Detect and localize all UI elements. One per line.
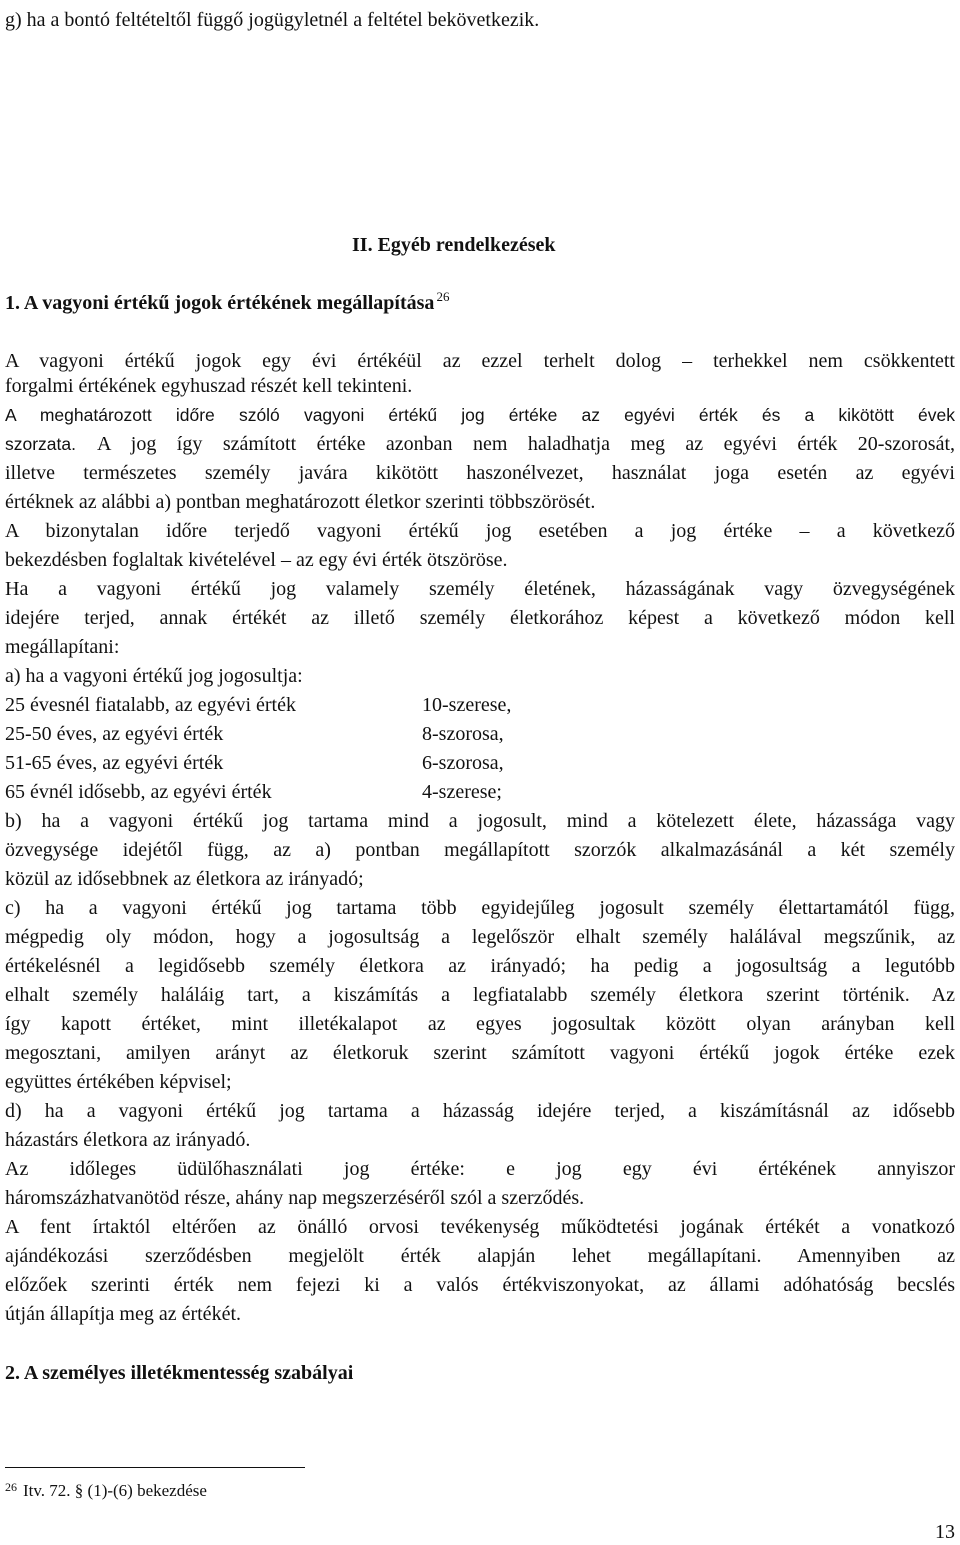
paragraph-line: d) ha a vagyoni értékű jog tartama a házasság idejére terjed, a kiszámításnál az idősebb	[5, 1100, 955, 1122]
section-2-heading: 2. A személyes illetékmentesség szabályai	[5, 1362, 354, 1384]
table-row	[5, 751, 504, 775]
chapter-title: II. Egyéb rendelkezések	[352, 234, 556, 256]
paragraph-line: házastárs életkora az irányadó.	[5, 1129, 251, 1151]
multiplier-cell: 10-szerese,	[422, 694, 512, 716]
paragraph-line: c) ha a vagyoni értékű jog tartama több egyidejűleg jogosult személy élettartamától függ,	[5, 897, 955, 919]
multiplier-cell: 4-szerese;	[422, 781, 502, 803]
age-cell: 25-50 éves, az egyévi érték	[5, 723, 224, 745]
section-1-heading	[5, 291, 449, 315]
paragraph-line: együttes értékében képvisel;	[5, 1071, 232, 1093]
paragraph-line: A vagyoni értékű jogok egy évi értékéül az ezzel terhelt dolog – terhekkel nem csökkentett	[5, 350, 955, 372]
paragraph-line: A bizonytalan időre terjedő vagyoni értékű jog esetében a jog értéke – a következő	[5, 520, 955, 542]
paragraph-line: megállapítani:	[5, 636, 120, 658]
paragraph-line-start: szorzata.	[5, 434, 76, 454]
multiplier-cell: 8-szorosa,	[422, 723, 504, 745]
paragraph-line: megosztani, amilyen arányt az életkoruk szerint számított vagyoni értékű jogok értéke ezek	[5, 1042, 955, 1064]
table-row	[5, 780, 502, 804]
paragraph-line	[5, 432, 76, 456]
paragraph-line: mégpedig oly módon, hogy a jogosultság a legelőször elhalt személy halálával megszűnik, az	[5, 926, 955, 948]
paragraph-line: A meghatározott időre szóló vagyoni értékű jog értéke az egyévi érték és a kikötött évek	[5, 405, 955, 425]
paragraph-line: előzőek szerinti érték nem fejezi ki a valós értékviszonyokat, az állami adóhatóság becslés	[5, 1274, 955, 1296]
paragraph-line: A jog így számított értéke azonban nem haladhatja meg az egyévi érték 20-szorosát,	[97, 433, 955, 455]
page-number: 13	[935, 1521, 955, 1543]
paragraph-line: közül az idősebbnek az életkora az irányadó;	[5, 868, 364, 890]
paragraph-line: bekezdésben foglaltak kivételével – az egy évi érték ötszöröse.	[5, 549, 508, 571]
footnote	[5, 1480, 207, 1502]
footnote-divider	[5, 1467, 305, 1468]
top-line: g) ha a bontó feltételtől függő jogügyletnél a feltétel bekövetkezik.	[5, 9, 540, 31]
paragraph-line: ajándékozási szerződésben megjelölt érték alapján lehet megállapítani. Amennyiben az	[5, 1245, 955, 1267]
footnote-number: 26	[5, 1480, 17, 1494]
paragraph-line: így kapott értéket, mint illetékalapot az egyes jogosultak között olyan arányban kell	[5, 1013, 955, 1035]
table-row	[5, 722, 504, 746]
paragraph-line: értéknek az alábbi a) pontban meghatározott életkor szerinti többszörösét.	[5, 491, 596, 513]
footnote-text: Itv. 72. § (1)-(6) bekezdése	[23, 1481, 207, 1500]
paragraph-line: özvegysége idejétől függ, az a) pontban megállapított szorzók alkalmazásánál a két személy	[5, 839, 955, 861]
paragraph-line: A fent írtaktól eltérően az önálló orvosi tevékenység működtetési jogának értékét a vonatkozó	[5, 1216, 955, 1238]
paragraph-line: b) ha a vagyoni értékű jog tartama mind a jogosult, mind a kötelezett élete, házassága vagy	[5, 810, 955, 832]
paragraph-line: Ha a vagyoni értékű jog valamely személy életének, házasságának vagy özvegységének	[5, 578, 955, 600]
age-cell: 65 évnél idősebb, az egyévi érték	[5, 781, 272, 803]
section-1-heading-text: 1. A vagyoni értékű jogok értékének megállapítása	[5, 292, 435, 314]
paragraph-line: háromszázhatvanötöd része, ahány nap megszerzéséről szól a szerződés.	[5, 1187, 585, 1209]
age-cell: 25 évesnél fiatalabb, az egyévi érték	[5, 694, 296, 716]
age-cell: 51-65 éves, az egyévi érték	[5, 752, 224, 774]
paragraph-line: idejére terjed, annak értékét az illető személy életkorához képest a következő módon kell	[5, 607, 955, 629]
footnote-reference: 26	[436, 289, 450, 304]
paragraph-line: Az időleges üdülőhasználati jog értéke: e jog egy évi értékének annyiszor	[5, 1158, 955, 1180]
paragraph-line: útján állapítja meg az értékét.	[5, 1303, 241, 1325]
paragraph-line: elhalt személy haláláig tart, a kiszámítás a legfiatalabb személy életkora szerint történik. Az	[5, 984, 955, 1006]
paragraph-line: a) ha a vagyoni értékű jog jogosultja:	[5, 665, 303, 687]
paragraph-line: forgalmi értékének egyhuszad részét kell tekinteni.	[5, 375, 413, 397]
table-row	[5, 693, 512, 717]
paragraph-line: illetve természetes személy javára kikötött haszonélvezet, használat joga esetén az egyévi	[5, 462, 955, 484]
paragraph-line: értékelésnél a legidősebb személy életkora az irányadó; ha pedig a jogosultság a legutóbb	[5, 955, 955, 977]
multiplier-cell: 6-szorosa,	[422, 752, 504, 774]
